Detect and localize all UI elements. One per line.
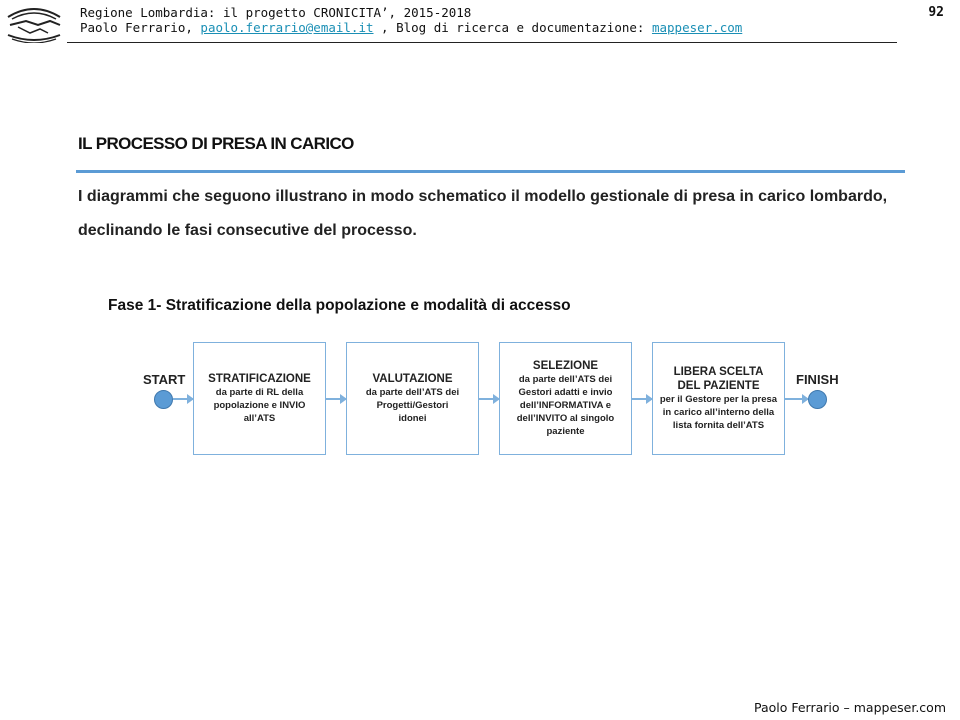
page-footer: Paolo Ferrario – mappeser.com	[753, 700, 946, 715]
step-description: per il Gestore per la presa in carico all’interno della lista fornita dell’ATS	[659, 394, 778, 431]
step-valutazione	[346, 342, 479, 455]
start-node	[154, 390, 173, 409]
intro-paragraph: I diagrammi che seguono illustrano in modo schematico il modello gestionale di presa in carico lombardo, declinando le fasi consecutive del processo.	[78, 188, 888, 239]
step-description: da parte dell’ATS dei Gestori adatti e invio dell’INFORMATIVA e dell’INVITO al singolo paziente	[516, 374, 615, 437]
step-title: LIBERA SCELTA DEL PAZIENTE	[673, 366, 764, 392]
step-stratificazione	[193, 342, 326, 455]
flow-arrow	[632, 398, 652, 400]
step-title: SELEZIONE	[532, 360, 599, 372]
step-title: STRATIFICAZIONE	[208, 373, 311, 385]
blog-link[interactable]: mappeser.com	[651, 20, 743, 35]
step-libera-scelta	[652, 342, 785, 455]
step-title: VALUTAZIONE	[372, 373, 453, 385]
header-author: Paolo Ferrario,	[80, 20, 201, 35]
page-header	[80, 5, 742, 35]
page-number: 92	[928, 5, 944, 20]
flow-arrow	[173, 398, 193, 400]
phase-title: Fase 1- Stratificazione della popolazione e modalità di accesso	[108, 297, 571, 314]
header-title: Regione Lombardia: il progetto CRONICITA’, 2015-2018	[80, 5, 472, 20]
step-description: da parte di RL della popolazione e INVIO all’ATS	[213, 387, 306, 424]
header-credits	[80, 20, 742, 35]
document-title: IL PROCESSO DI PRESA IN CARICO	[78, 134, 354, 153]
header-divider	[67, 42, 897, 43]
email-link[interactable]: paolo.ferrario@email.it	[200, 20, 374, 35]
flow-arrow	[326, 398, 346, 400]
flow-arrow	[785, 398, 808, 400]
step-description: da parte dell’ATS dei Progetti/Gestori idonei	[365, 387, 460, 424]
step-selezione	[499, 342, 632, 455]
finish-node	[808, 390, 827, 409]
handshake-logo-icon	[4, 3, 64, 43]
start-label: START	[143, 372, 186, 387]
header-blog-label: , Blog di ricerca e documentazione:	[373, 20, 652, 35]
flow-arrow	[479, 398, 499, 400]
finish-label: FINISH	[796, 372, 839, 387]
title-divider	[76, 170, 905, 173]
